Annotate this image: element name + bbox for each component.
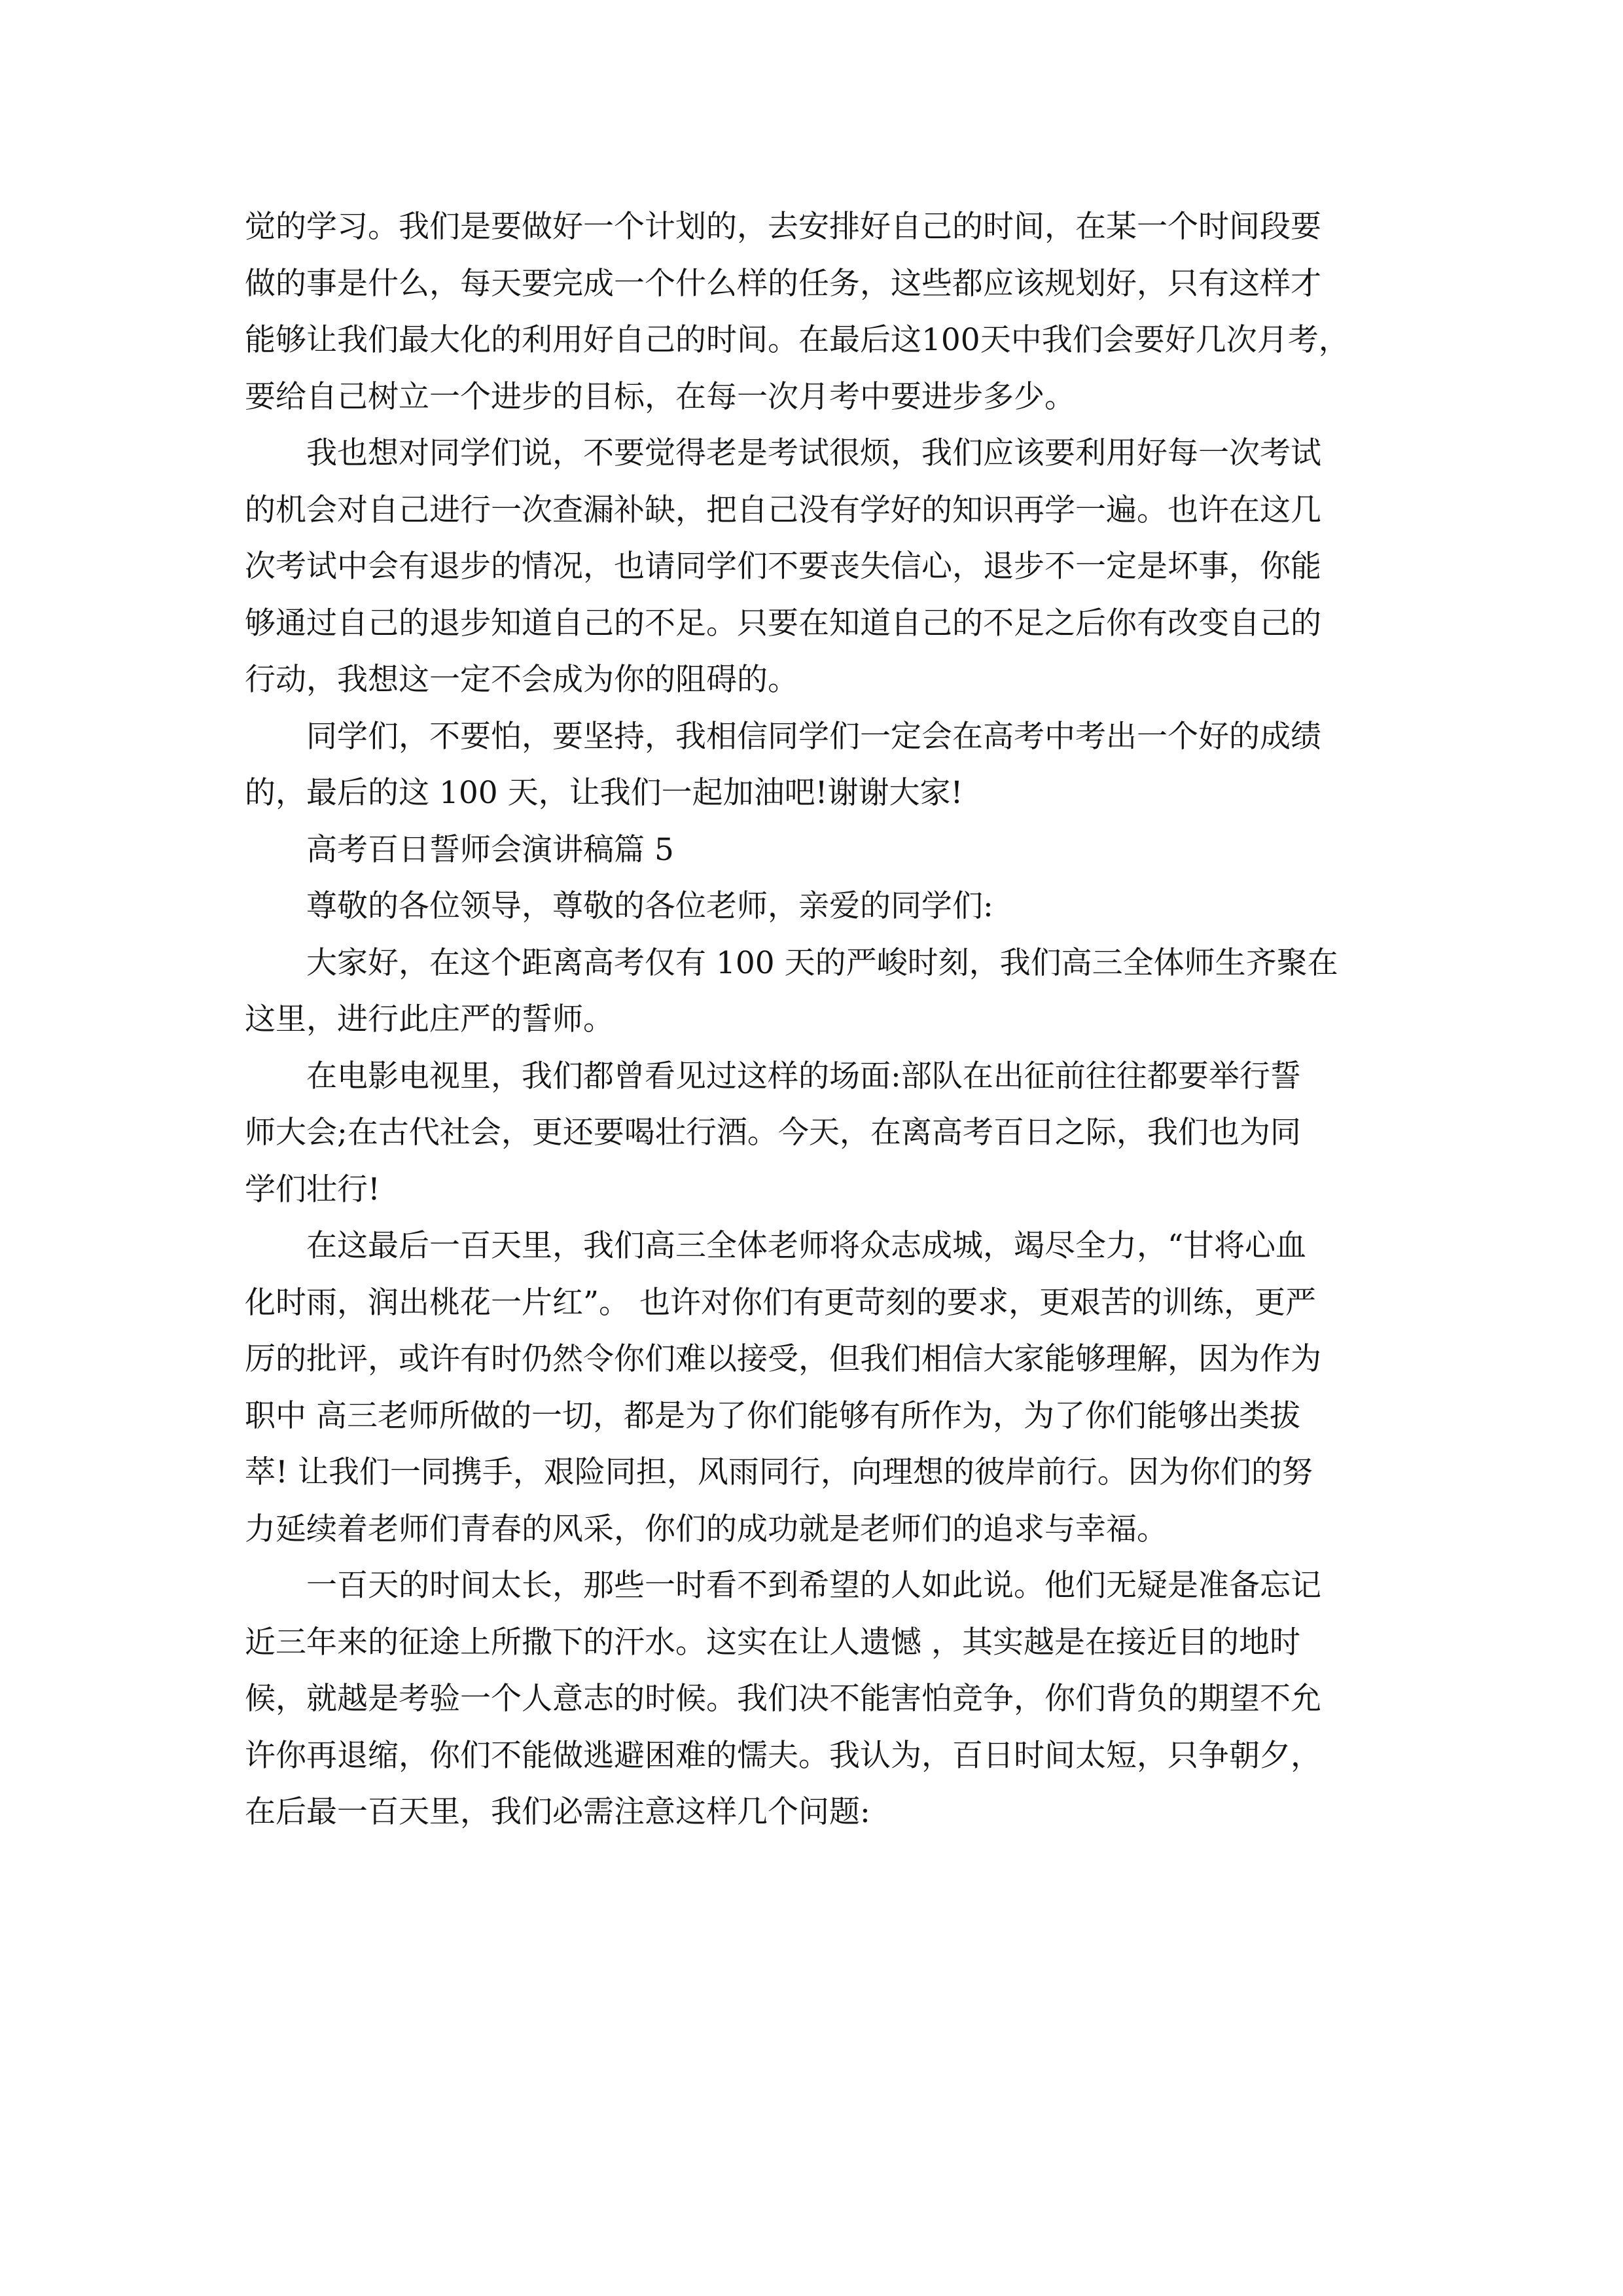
paragraph-line: 能够让我们最大化的利用好自己的时间。在最后这100天中我们会要好几次月考， bbox=[245, 322, 1349, 358]
paragraph-line: 职中 高三老师所做的一切，都是为了你们能够有所作为，为了你们能够出类拔 bbox=[245, 1397, 1300, 1434]
paragraph-line: 要给自己树立一个进步的目标，在每一次月考中要进步多少。 bbox=[245, 378, 1075, 415]
paragraph-line: 萃! 让我们一同携手，艰险同担，风雨同行，向理想的彼岸前行。因为你们的努 bbox=[245, 1454, 1313, 1490]
paragraph-line: 候，就越是考验一个人意志的时候。我们决不能害怕竞争，你们背负的期望不允 bbox=[245, 1681, 1321, 1717]
paragraph-line: 的机会对自己进行一次查漏补缺，把自己没有学好的知识再学一遍。也许在这几 bbox=[245, 492, 1321, 528]
paragraph-line: 行动，我想这一定不会成为你的阻碍的。 bbox=[245, 662, 798, 698]
paragraph-line: 许你再退缩，你们不能做逃避困难的懦夫。我认为，百日时间太短，只争朝夕， bbox=[245, 1737, 1321, 1774]
paragraph-first-line: 高考百日誓师会演讲稿篇 5 bbox=[306, 831, 674, 868]
paragraph-first-line: 在电影电视里，我们都曾看见过这样的场面:部队在出征前往往都要举行誓 bbox=[306, 1058, 1301, 1094]
paragraph-line: 厉的批评，或许有时仍然令你们难以接受，但我们相信大家能够理解，因为作为 bbox=[245, 1341, 1321, 1377]
paragraph-line: 近三年来的征途上所撒下的汗水。这实在让人遗憾 ，其实越是在接近目的地时 bbox=[245, 1624, 1300, 1660]
paragraph-line: 这里，进行此庄严的誓师。 bbox=[245, 1001, 614, 1037]
paragraph-first-line: 尊敬的各位领导，尊敬的各位老师，亲爱的同学们: bbox=[306, 888, 993, 924]
paragraph-line: 的，最后的这 100 天，让我们一起加油吧!谢谢大家! bbox=[245, 775, 963, 811]
paragraph-line: 够通过自己的退步知道自己的不足。只要在知道自己的不足之后你有改变自己的 bbox=[245, 605, 1321, 641]
paragraph-line: 做的事是什么，每天要完成一个什么样的任务，这些都应该规划好，只有这样才 bbox=[245, 265, 1321, 302]
document-body bbox=[245, 199, 1423, 1841]
paragraph-first-line: 大家好，在这个距离高考仅有 100 天的严峻时刻，我们高三全体师生齐聚在 bbox=[306, 944, 1338, 981]
paragraph-line: 化时雨，润出桃花一片红”。 也许对你们有更苛刻的要求，更艰苦的训练，更严 bbox=[245, 1284, 1316, 1321]
paragraph-line: 在后最一百天里，我们必需注意这样几个问题: bbox=[245, 1794, 870, 1830]
paragraph-line: 觉的学习。我们是要做好一个计划的，去安排好自己的时间，在某一个时间段要 bbox=[245, 209, 1321, 245]
paragraph-line: 学们壮行! bbox=[245, 1171, 380, 1208]
paragraph-first-line: 一百天的时间太长，那些一时看不到希望的人如此说。他们无疑是准备忘记 bbox=[306, 1568, 1321, 1604]
paragraph-line: 次考试中会有退步的情况，也请同学们不要丧失信心，退步不一定是坏事，你能 bbox=[245, 548, 1321, 584]
paragraph-first-line: 同学们，不要怕，要坚持，我相信同学们一定会在高考中考出一个好的成绩 bbox=[306, 718, 1321, 755]
paragraph-line: 力延续着老师们青春的风采，你们的成功就是老师们的追求与幸福。 bbox=[245, 1511, 1168, 1547]
paragraph-line: 师大会;在古代社会，更还要喝壮行酒。今天，在离高考百日之际，我们也为同 bbox=[245, 1115, 1301, 1151]
paragraph-first-line: 我也想对同学们说，不要觉得老是考试很烦，我们应该要利用好每一次考试 bbox=[306, 435, 1321, 471]
paragraph-first-line: 在这最后一百天里，我们高三全体老师将众志成城，竭尽全力，“甘将心血 bbox=[306, 1228, 1307, 1264]
